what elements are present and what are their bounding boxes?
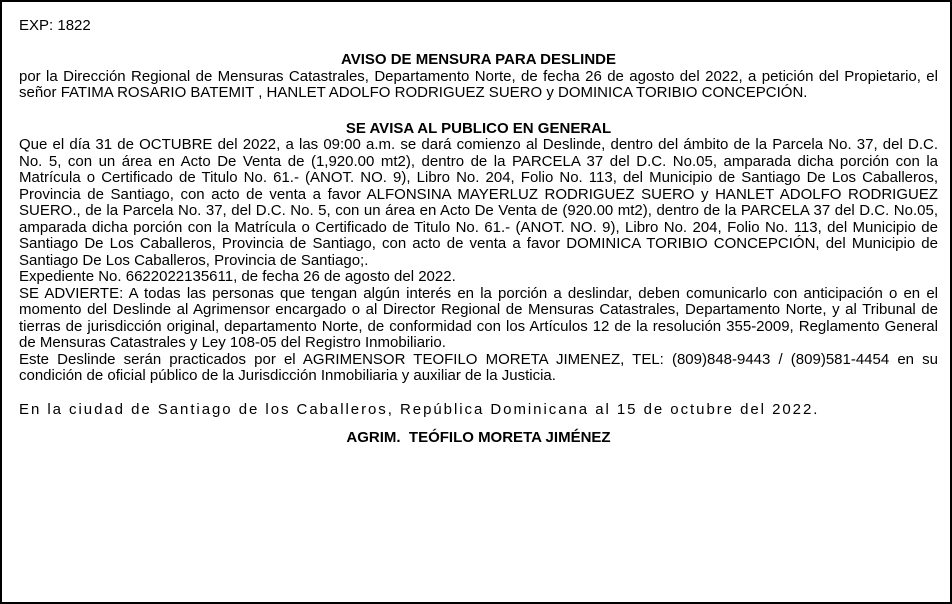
surveyor-paragraph: Este Deslinde serán practicados por el AGRIMENSOR TEOFILO MORETA JIMENEZ, TEL: (809)848-9443 / (809)581-4454 en su condición de oficial público de la Jurisdicción Inmobiliaria y auxiliar de la Justicia. [19,350,938,384]
warning-paragraph: SE ADVIERTE: A todas las personas que tengan algún interés en la porción a deslindar, deben comunicarlo con anticipación o en el momento del Deslinde al Agrimensor encargado o al Director Regional de Mensuras Catastrales, Departamento Norte, y al Tribunal de tierras de jurisdicción original, departamento Norte, de conformidad con los Artículos 12 de la resolución 355-2009, Reglamento General de Mensuras Catastrales y Ley 108-05 del Registro Inmobiliario. [19,284,938,351]
expediente-paragraph: Expediente No. 6622022135611, de fecha 26 de agosto del 2022. [19,268,456,285]
body-paragraph: Que el día 31 de OCTUBRE del 2022, a las 09:00 a.m. se dará comienzo al Deslinde, dentro del ámbito de la Parcela No. 37, del D.C. No. 5, con un área en Acto De Venta de (1,920.00 mt2), dentro de la PARCELA 37 del D.C. No.05, amparada dicha porción con la Matrícula o Certificado de Titulo No. 61.- (ANOT. NO. 9), Libro No. 204, Folio No. 113, del Municipio de Santiago De Los Caballeros, Provincia de Santiago, con acto de venta a favor ALFONSINA MAYERLUZ RODRIGUEZ SUERO y HANLET ADOLFO RODRIGUEZ SUERO., de la Parcela No. 37, del D.C. No. 5, con un área en Acto De Venta de (920.00 mt2), dentro de la PARCELA 37 del D.C. No.05, amparada dicha porción con la Matrícula o Certificado de Titulo No. 61.- (ANOT. NO. 9), Libro No. 204, Folio No. 113, del Municipio de Santiago De Los Caballeros, Provincia de Santiago, con acto de venta a favor DOMINICA TORIBIO CONCEPCIÓN, del Municipio de Santiago De Los Caballeros, Provincia de Santiago;. [19,136,938,269]
closing-line: En la ciudad de Santiago de los Caballeros, República Dominicana al 15 de octubre del 2022. [19,400,820,418]
intro-paragraph: por la Dirección Regional de Mensuras Catastrales, Departamento Norte, de fecha 26 de agosto del 2022, a petición del Propietario, el señor FATIMA ROSARIO BATEMIT , HANLET ADOLFO RODRIGUEZ SUERO y DOMINICA TORIBIO CONCEPCIÓN. [19,67,938,101]
signature-line: AGRIM. TEÓFILO MORETA JIMÉNEZ [346,429,611,446]
file-number: EXP: 1822 [19,17,91,34]
notice-title: AVISO DE MENSURA PARA DESLINDE [340,51,617,68]
notice-subtitle: SE AVISA AL PUBLICO EN GENERAL [345,119,612,137]
